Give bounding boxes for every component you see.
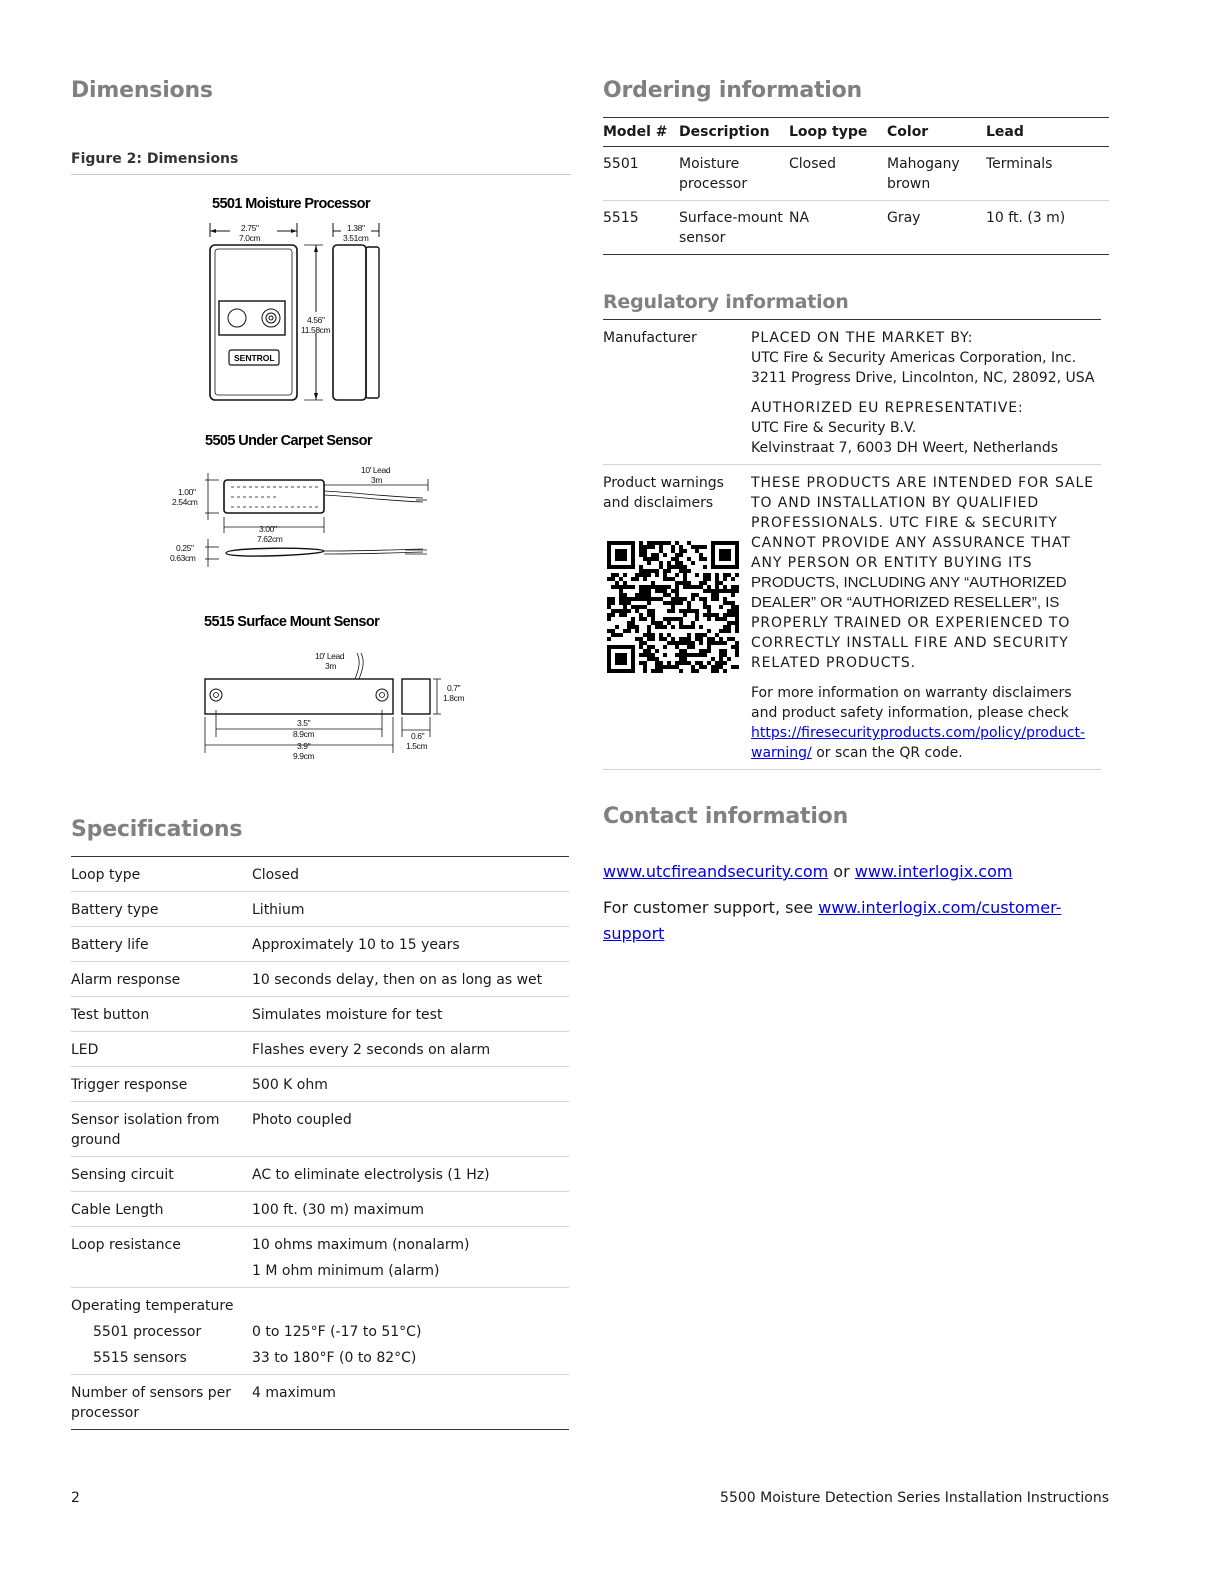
fig1-width-in: 2.75" — [241, 223, 259, 233]
figure-caption: Figure 2: Dimensions — [71, 151, 571, 175]
spec-label: Battery life — [71, 927, 252, 962]
table-row — [603, 201, 1109, 255]
manufacturer-label: Manufacturer — [603, 330, 697, 346]
placed-address: 3211 Progress Drive, Lincolnton, NC, 28092, USA — [751, 370, 1095, 386]
fig2-lead-a: 10' Lead — [361, 465, 391, 475]
support-prefix: For customer support, see — [603, 898, 819, 917]
fig2-t-in: 0.25" — [176, 543, 194, 553]
spec-value: 1 M ohm minimum (alarm) — [252, 1263, 440, 1279]
right-column — [603, 78, 1109, 947]
contact-section — [603, 859, 1109, 947]
col-header-model: Model # — [603, 118, 679, 147]
spec-value: 500 K ohm — [252, 1067, 569, 1102]
spec-label: Battery type — [71, 892, 252, 927]
cell: Terminals — [986, 156, 1053, 172]
spec-label: Alarm response — [71, 962, 252, 997]
specifications-heading: Specifications — [71, 817, 243, 842]
spec-value: 33 to 180°F (0 to 82°C) — [252, 1350, 417, 1366]
regulatory-table — [603, 319, 1101, 770]
page-number: 2 — [71, 1490, 80, 1506]
ordering-table — [603, 117, 1109, 255]
placed-label: PLACED ON THE MARKET BY: — [751, 330, 974, 346]
customer-support-link[interactable]: www.interlogix.com/customer-support — [603, 898, 1062, 943]
col-header-description: Description — [679, 118, 789, 147]
warning-text-b: PRODUCTS, INCLUDING ANY “AUTHORIZED DEALER” OR “AUTHORIZED RESELLER”, IS — [751, 574, 1067, 611]
table-row — [71, 1261, 569, 1288]
spec-label: Sensing circuit — [71, 1157, 252, 1192]
fig1-height-in: 4.56" — [307, 315, 325, 325]
spec-value: 4 maximum — [252, 1375, 569, 1430]
fig1-depth-in: 1.38" — [347, 223, 365, 233]
table-row — [71, 1192, 569, 1227]
warnings-label: Product warnings and disclaimers — [603, 475, 724, 511]
cell: 5501 — [603, 156, 639, 172]
fig3-outer-cm: 9.9cm — [293, 751, 315, 761]
spec-label: LED — [71, 1032, 252, 1067]
fig2-w-cm: 7.62cm — [257, 534, 283, 544]
cell: Gray — [887, 201, 986, 255]
cell: Surface-mount sensor — [679, 201, 789, 255]
warning-text-a: THESE PRODUCTS ARE INTENDED FOR SALE TO AND INSTALLATION BY QUALIFIED PROFESSIONALS. UTC FIRE & SECURITY CANNOT PROVIDE ANY ASSURANCE THAT ANY PERSON OR ENTITY BUYING ITS — [751, 475, 1094, 571]
table-row — [71, 962, 569, 997]
fig3-h-cm: 1.8cm — [443, 693, 465, 703]
spec-label: Trigger response — [71, 1067, 252, 1102]
fig1-width-cm: 7.0cm — [239, 233, 261, 243]
placed-name: UTC Fire & Security Americas Corporation, Inc. — [751, 350, 1077, 366]
spec-value: Closed — [252, 867, 300, 883]
ordering-heading: Ordering information — [603, 78, 863, 103]
regulatory-heading: Regulatory information — [603, 291, 849, 313]
cell: Moisture processor — [679, 156, 748, 192]
cell: Closed — [789, 156, 837, 172]
fig3-inner-in: 3.5" — [297, 718, 311, 728]
fig1-depth-cm: 3.51cm — [343, 233, 369, 243]
table-row — [71, 1102, 569, 1157]
fig3-lead-a: 10' Lead — [315, 651, 345, 661]
table-row — [71, 1322, 569, 1348]
cell: 10 ft. (3 m) — [986, 201, 1109, 255]
qr-code-image — [607, 541, 751, 679]
fig2-t-cm: 0.63cm — [170, 553, 196, 563]
spec-label: Test button — [71, 997, 252, 1032]
fig2-w-in: 3.00" — [259, 524, 277, 534]
eu-name: UTC Fire & Security B.V. — [751, 420, 917, 436]
table-row — [71, 927, 569, 962]
table-row — [71, 892, 569, 927]
spec-value: Approximately 10 to 15 years — [252, 927, 569, 962]
spec-value: AC to eliminate electrolysis (1 Hz) — [252, 1157, 569, 1192]
table-row — [71, 1157, 569, 1192]
fig3-h-in: 0.7" — [447, 683, 461, 693]
cell: 5515 — [603, 201, 679, 255]
fig2-h-cm: 2.54cm — [172, 497, 198, 507]
spec-label: Operating temperature — [71, 1288, 252, 1323]
spec-value: 100 ft. (30 m) maximum — [252, 1192, 569, 1227]
more-info-text: For more information on warranty disclaimers and product safety information, please check — [751, 685, 1072, 721]
table-row — [603, 320, 1101, 465]
table-row — [71, 1375, 569, 1430]
product-warning-link[interactable]: https://firesecurityproducts.com/policy/product-warning/ — [751, 725, 1085, 761]
spec-label: 5501 processor — [93, 1324, 202, 1340]
fig1-height-cm: 11.58cm — [301, 325, 331, 335]
fig1-title: 5501 Moisture Processor — [212, 196, 370, 212]
fig3-outer-in: 3.9" — [297, 741, 311, 751]
spec-value: 0 to 125°F (-17 to 51°C) — [252, 1324, 422, 1340]
spec-value: Flashes every 2 seconds on alarm — [252, 1032, 569, 1067]
spec-label: Sensor isolation from ground — [71, 1102, 252, 1157]
spec-label: Loop resistance — [71, 1227, 252, 1262]
table-row — [71, 997, 569, 1032]
table-row — [71, 1227, 569, 1262]
fig1-brand: SENTROL — [234, 353, 275, 363]
or-text: or — [828, 862, 855, 881]
dimensions-figure — [71, 175, 571, 775]
fig3-d-in: 0.6" — [411, 731, 425, 741]
fig2-title: 5505 Under Carpet Sensor — [205, 433, 372, 449]
spec-label: 5515 sensors — [93, 1350, 187, 1366]
table-row — [71, 857, 569, 892]
fig3-lead-b: 3m — [325, 661, 337, 671]
table-row — [603, 147, 1109, 201]
cell: Mahogany brown — [887, 156, 960, 192]
fig3-inner-cm: 8.9cm — [293, 729, 315, 739]
contact-heading: Contact information — [603, 804, 849, 829]
spec-value — [252, 1288, 569, 1323]
spec-label: Cable Length — [71, 1192, 252, 1227]
left-column — [71, 78, 569, 1430]
warning-text-c: PROPERLY TRAINED OR EXPERIENCED TO CORRECTLY INSTALL FIRE AND SECURITY RELATED PRODUCTS. — [751, 615, 1071, 671]
table-row — [71, 1067, 569, 1102]
col-header-loop-type: Loop type — [789, 118, 887, 147]
eu-label: AUTHORIZED EU REPRESENTATIVE: — [751, 400, 1024, 416]
footer-doc-title: 5500 Moisture Detection Series Installation Instructions — [720, 1490, 1109, 1506]
link-suffix: or scan the QR code. — [811, 745, 963, 761]
spec-label — [71, 1261, 252, 1288]
spec-value: Lithium — [252, 892, 569, 927]
specifications-table — [71, 856, 569, 1430]
interlogix-website-link[interactable]: www.interlogix.com — [854, 862, 1013, 881]
spec-value: Simulates moisture for test — [252, 997, 569, 1032]
fig3-d-cm: 1.5cm — [406, 741, 428, 751]
spec-value: Photo coupled — [252, 1102, 569, 1157]
fig2-lead-b: 3m — [371, 475, 383, 485]
col-header-color: Color — [887, 118, 986, 147]
col-header-lead: Lead — [986, 118, 1109, 147]
fig3-title: 5515 Surface Mount Sensor — [204, 614, 380, 630]
utc-website-link[interactable]: www.utcfireandsecurity.com — [603, 862, 829, 881]
spec-value: 10 seconds delay, then on as long as wet — [252, 962, 569, 997]
table-row — [603, 465, 1101, 770]
dimension-drawings — [71, 175, 571, 775]
eu-address: Kelvinstraat 7, 6003 DH Weert, Netherlands — [751, 440, 1059, 456]
cell: NA — [789, 201, 887, 255]
table-row — [71, 1032, 569, 1067]
spec-value: 10 ohms maximum (nonalarm) — [252, 1227, 569, 1262]
table-row — [71, 1348, 569, 1375]
spec-label: Loop type — [71, 867, 141, 883]
dimensions-heading: Dimensions — [71, 78, 213, 103]
spec-label: Number of sensors per processor — [71, 1375, 252, 1430]
table-row — [71, 1288, 569, 1323]
fig2-h-in: 1.00" — [178, 487, 196, 497]
